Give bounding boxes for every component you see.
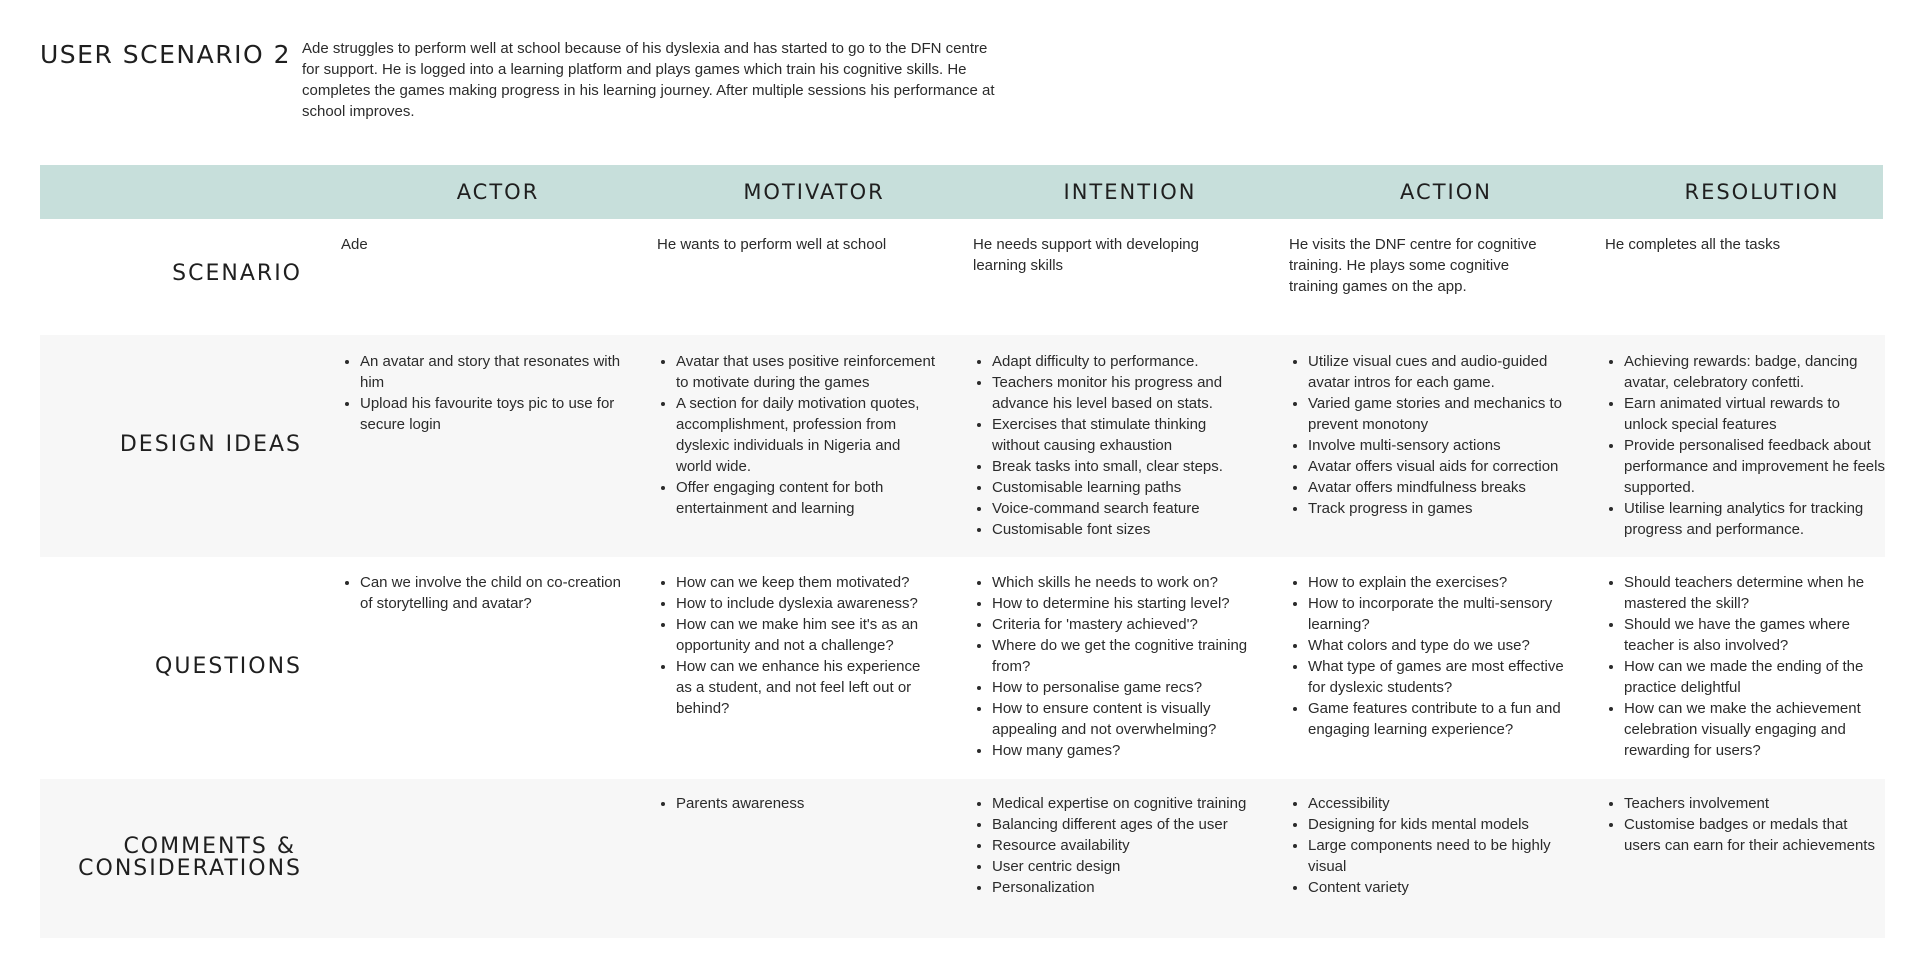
list-item: • Customisable font sizes bbox=[992, 519, 1253, 540]
list-item: • Teachers involvement bbox=[1624, 793, 1885, 814]
column-header-motivator: MOTIVATOR bbox=[743, 180, 885, 204]
list-item: • Avatar that uses positive reinforcement to motivate during the games bbox=[676, 351, 937, 393]
list-item: • How to personalise game recs? bbox=[992, 677, 1253, 698]
row-questions bbox=[40, 557, 1885, 779]
cell-design-ideas-action bbox=[1287, 351, 1569, 519]
cell-questions-action bbox=[1287, 572, 1569, 740]
cell-scenario-action bbox=[1289, 234, 1559, 297]
cell-questions-intention bbox=[971, 572, 1253, 761]
row-comments bbox=[40, 779, 1885, 938]
row-design-ideas bbox=[40, 335, 1885, 557]
list-item: • How can we keep them motivated? bbox=[676, 572, 937, 593]
bullet-list bbox=[1603, 572, 1885, 761]
page-title: USER SCENARIO 2 bbox=[40, 40, 291, 69]
list-item: • Resource availability bbox=[992, 835, 1253, 856]
cell-comments-action bbox=[1287, 793, 1569, 898]
bullet-list bbox=[1603, 793, 1885, 856]
list-item: • Offer engaging content for both entertainment and learning bbox=[676, 477, 937, 519]
bullet-list bbox=[655, 572, 937, 719]
list-item: • Teachers monitor his progress and advance his level based on stats. bbox=[992, 372, 1253, 414]
bullet-list bbox=[1603, 351, 1885, 540]
column-header-actor: ACTOR bbox=[456, 180, 540, 204]
cell-text: He wants to perform well at school bbox=[657, 236, 887, 253]
cell-scenario-resolution bbox=[1605, 234, 1885, 255]
list-item: • How many games? bbox=[992, 740, 1253, 761]
list-item: • Involve multi-sensory actions bbox=[1308, 435, 1569, 456]
list-item: • Track progress in games bbox=[1308, 498, 1569, 519]
list-item: • Voice-command search feature bbox=[992, 498, 1253, 519]
list-item: • What type of games are most effective for dyslexic students? bbox=[1308, 656, 1569, 698]
list-item: • Which skills he needs to work on? bbox=[992, 572, 1253, 593]
cell-design-ideas-actor bbox=[339, 351, 621, 435]
list-item: • Can we involve the child on co-creation of storytelling and avatar? bbox=[360, 572, 621, 614]
column-header-intention: INTENTION bbox=[1063, 180, 1197, 204]
list-item: • Personalization bbox=[992, 877, 1253, 898]
cell-design-ideas-resolution bbox=[1603, 351, 1885, 540]
scenario-description: Ade struggles to perform well at school because of his dyslexia and has started to go to the DFN centre for support. He is logged into a learning platform and plays games which train his cognitive skills. He completes the games making progress in his learning journey. After multiple sessions his performance at school improves. bbox=[302, 40, 995, 120]
list-item: • How can we enhance his experience as a student, and not feel left out or behind? bbox=[676, 656, 937, 719]
list-item: • Parents awareness bbox=[676, 793, 937, 814]
row-label-design-ideas: DESIGN IDEAS bbox=[119, 432, 302, 457]
row-label-comments-line1: COMMENTS & bbox=[123, 834, 296, 859]
list-item: • Break tasks into small, clear steps. bbox=[992, 456, 1253, 477]
list-item: • Should we have the games where teacher is also involved? bbox=[1624, 614, 1885, 656]
bullet-list bbox=[339, 572, 621, 614]
cell-scenario-motivator bbox=[657, 234, 937, 255]
list-item: • Utilize visual cues and audio-guided avatar intros for each game. bbox=[1308, 351, 1569, 393]
bullet-list bbox=[1287, 572, 1569, 740]
bullet-list bbox=[1287, 351, 1569, 519]
column-header-action: ACTION bbox=[1400, 180, 1492, 204]
list-item: • A section for daily motivation quotes, accomplishment, profession from dyslexic individuals in Nigeria and world wide. bbox=[676, 393, 937, 477]
list-item: • Adapt difficulty to performance. bbox=[992, 351, 1253, 372]
cell-scenario-actor bbox=[341, 234, 621, 255]
row-scenario bbox=[40, 219, 1885, 335]
cell-comments-intention bbox=[971, 793, 1253, 898]
column-header-resolution: RESOLUTION bbox=[1684, 180, 1840, 204]
list-item: • Utilise learning analytics for tracking progress and performance. bbox=[1624, 498, 1885, 540]
cell-questions-resolution bbox=[1603, 572, 1885, 761]
list-item: • Avatar offers mindfulness breaks bbox=[1308, 477, 1569, 498]
list-item: • Earn animated virtual rewards to unlock special features bbox=[1624, 393, 1885, 435]
list-item: • How to ensure content is visually appealing and not overwhelming? bbox=[992, 698, 1253, 740]
list-item: • Criteria for 'mastery achieved'? bbox=[992, 614, 1253, 635]
cell-text: He needs support with developing learning skills bbox=[973, 236, 1199, 274]
bullet-list bbox=[971, 572, 1253, 761]
list-item: • Should teachers determine when he mastered the skill? bbox=[1624, 572, 1885, 614]
list-item: • User centric design bbox=[992, 856, 1253, 877]
list-item: • How to determine his starting level? bbox=[992, 593, 1253, 614]
list-item: • An avatar and story that resonates with him bbox=[360, 351, 621, 393]
list-item: • How to incorporate the multi-sensory learning? bbox=[1308, 593, 1569, 635]
list-item: • Customise badges or medals that users can earn for their achievements bbox=[1624, 814, 1885, 856]
list-item: • How to include dyslexia awareness? bbox=[676, 593, 937, 614]
list-item: • Designing for kids mental models bbox=[1308, 814, 1569, 835]
bullet-list bbox=[1287, 793, 1569, 898]
cell-text: Ade bbox=[341, 236, 368, 253]
list-item: • Achieving rewards: badge, dancing avatar, celebratory confetti. bbox=[1624, 351, 1885, 393]
list-item: • Content variety bbox=[1308, 877, 1569, 898]
cell-text: He completes all the tasks bbox=[1605, 236, 1781, 253]
list-item: • Upload his favourite toys pic to use for secure login bbox=[360, 393, 621, 435]
list-item: • Medical expertise on cognitive training bbox=[992, 793, 1253, 814]
list-item: • Avatar offers visual aids for correction bbox=[1308, 456, 1569, 477]
list-item: • Accessibility bbox=[1308, 793, 1569, 814]
bullet-list bbox=[971, 351, 1253, 540]
cell-text: He visits the DNF centre for cognitive training. He plays some cognitive training games on the app. bbox=[1289, 236, 1537, 295]
bullet-list bbox=[339, 351, 621, 435]
cell-questions-actor bbox=[339, 572, 621, 614]
list-item: • Varied game stories and mechanics to prevent monotony bbox=[1308, 393, 1569, 435]
bullet-list bbox=[655, 793, 937, 814]
cell-comments-resolution bbox=[1603, 793, 1885, 856]
bullet-list bbox=[971, 793, 1253, 898]
list-item: • Game features contribute to a fun and engaging learning experience? bbox=[1308, 698, 1569, 740]
row-label-comments-line2: CONSIDERATIONS bbox=[78, 856, 302, 881]
list-item: • Balancing different ages of the user bbox=[992, 814, 1253, 835]
bullet-list bbox=[655, 351, 937, 519]
list-item: • How to explain the exercises? bbox=[1308, 572, 1569, 593]
list-item: • Provide personalised feedback about performance and improvement he feels supported. bbox=[1624, 435, 1885, 498]
list-item: • Large components need to be highly visual bbox=[1308, 835, 1569, 877]
column-header-band bbox=[40, 165, 1883, 219]
list-item: • Exercises that stimulate thinking without causing exhaustion bbox=[992, 414, 1253, 456]
list-item: • How can we made the ending of the practice delightful bbox=[1624, 656, 1885, 698]
list-item: • Where do we get the cognitive training from? bbox=[992, 635, 1253, 677]
cell-design-ideas-motivator bbox=[655, 351, 937, 519]
row-label-comments bbox=[78, 836, 302, 880]
list-item: • How can we make him see it's as an opportunity and not a challenge? bbox=[676, 614, 937, 656]
list-item: • What colors and type do we use? bbox=[1308, 635, 1569, 656]
cell-scenario-intention bbox=[973, 234, 1233, 276]
list-item: • Customisable learning paths bbox=[992, 477, 1253, 498]
cell-comments-motivator bbox=[655, 793, 937, 814]
cell-design-ideas-intention bbox=[971, 351, 1253, 540]
row-label-scenario: SCENARIO bbox=[172, 261, 302, 286]
row-label-questions: QUESTIONS bbox=[155, 654, 302, 679]
list-item: • How can we make the achievement celebration visually engaging and rewarding for users? bbox=[1624, 698, 1885, 761]
cell-questions-motivator bbox=[655, 572, 937, 719]
